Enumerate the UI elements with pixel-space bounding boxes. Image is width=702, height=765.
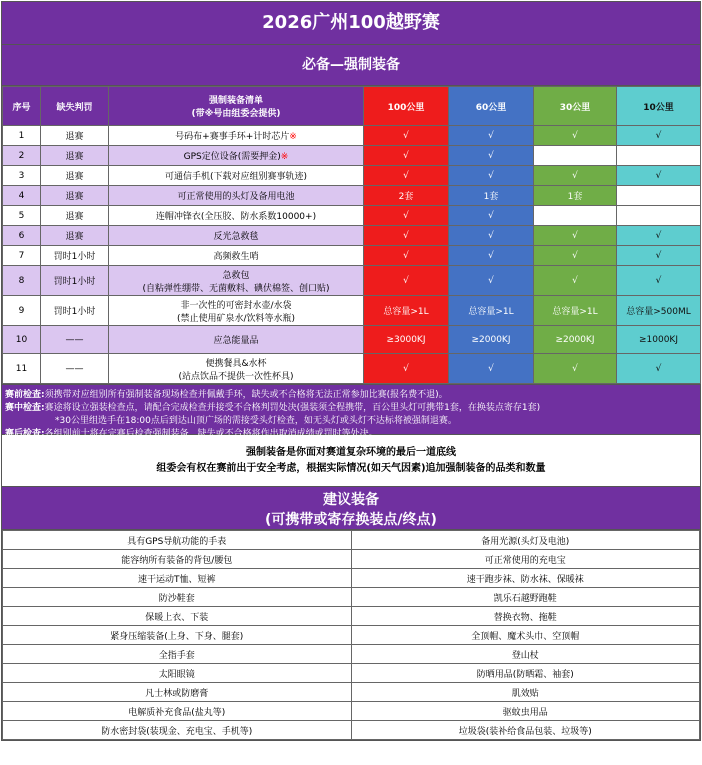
table-row — [3, 326, 701, 354]
table-row — [3, 206, 701, 226]
item-name-text: 便携餐具&水杯 — [205, 358, 267, 369]
warning-line-2: 组委会有权在赛前出于安全考虑，根据实际情况(如天气因素)追加强制装备的品类和数量 — [156, 463, 546, 474]
row-number: 10 — [3, 326, 41, 354]
list-item — [3, 588, 700, 607]
cell-60km: √ — [449, 126, 534, 146]
list-item — [3, 645, 700, 664]
table-body — [3, 126, 701, 384]
table-header-row — [3, 87, 701, 126]
row-penalty: 退赛 — [41, 226, 109, 246]
suggested-item-right: 肌效贴 — [351, 683, 700, 702]
cell-10km: √ — [617, 166, 701, 186]
cell-10km: √ — [617, 266, 701, 296]
cell-60km: 总容量>1L — [449, 296, 534, 326]
section-title-mandatory: 必备—强制装备 — [2, 45, 700, 86]
note-pre-race — [5, 389, 697, 402]
cell-100km: ≥3000KJ — [364, 326, 449, 354]
item-name-text: 可通信手机(下载对应组别赛事轨迹) — [164, 172, 308, 182]
table-row — [3, 266, 701, 296]
cell-10km: √ — [617, 226, 701, 246]
suggested-item-left: 凡士林或防磨膏 — [3, 683, 352, 702]
note-mid-extra: *30公里组选手在18:00点后到达山顶广场的需接受头灯检查，如无头灯或头灯不达标将被强制退赛。 — [55, 416, 457, 426]
suggested-equipment-table — [2, 530, 700, 740]
row-number: 4 — [3, 186, 41, 206]
cell-100km: √ — [364, 206, 449, 226]
cell-30km: 总容量>1L — [534, 296, 617, 326]
inspection-notes — [2, 384, 700, 439]
cell-10km — [617, 186, 701, 206]
cell-60km: √ — [449, 354, 534, 384]
row-item — [109, 166, 364, 186]
header-list-note: (带※号由组委会提供) — [191, 109, 281, 119]
item-detail: (自粘弹性绷带、无菌敷料、碘伏棉签、创口贴) — [142, 283, 330, 294]
row-penalty: —— — [41, 354, 109, 384]
mandatory-equipment-table — [2, 86, 701, 384]
row-number: 5 — [3, 206, 41, 226]
item-name — [111, 189, 361, 202]
item-name — [111, 149, 361, 162]
header-list — [109, 87, 364, 126]
provided-by-organizer-mark: ※ — [289, 132, 297, 142]
row-number: 6 — [3, 226, 41, 246]
row-item — [109, 246, 364, 266]
row-item — [109, 326, 364, 354]
cell-100km: √ — [364, 166, 449, 186]
table-row — [3, 226, 701, 246]
note-post-text: 各组别前十将在完赛后检查强制装备，缺失或不合格将作出取消成绩或罚时等处决。 — [44, 429, 378, 439]
suggested-item-right: 全顶帽、魔术头巾、空顶帽 — [351, 626, 700, 645]
row-number: 3 — [3, 166, 41, 186]
suggested-item-left: 防水密封袋(装现金、充电宝、手机等) — [3, 721, 352, 740]
warning-line-1: 强制装备是你面对赛道复杂环境的最后一道底线 — [246, 447, 456, 458]
row-penalty: 罚时1小时 — [41, 296, 109, 326]
list-item — [3, 683, 700, 702]
cell-100km: 2套 — [364, 186, 449, 206]
cell-10km: √ — [617, 126, 701, 146]
row-item — [109, 146, 364, 166]
suggested-item-left: 紧身压缩装备(上身、下身、腿套) — [3, 626, 352, 645]
cell-10km: √ — [617, 246, 701, 266]
cell-30km: 1套 — [534, 186, 617, 206]
cell-60km: √ — [449, 266, 534, 296]
suggested-item-left: 电解质补充食品(盐丸等) — [3, 702, 352, 721]
list-item — [3, 664, 700, 683]
cell-60km: √ — [449, 226, 534, 246]
suggested-subtitle: (可携带或寄存换装点/终点) — [265, 512, 437, 528]
header-30km: 30公里 — [534, 87, 617, 126]
header-list-title: 强制装备清单 — [208, 96, 263, 106]
table-row — [3, 166, 701, 186]
suggested-item-right: 备用光源(头灯及电池) — [351, 531, 700, 550]
cell-60km: √ — [449, 166, 534, 186]
list-item — [3, 702, 700, 721]
page — [1, 1, 701, 741]
row-penalty: 罚时1小时 — [41, 266, 109, 296]
list-item — [3, 626, 700, 645]
row-number: 11 — [3, 354, 41, 384]
suggested-item-right: 登山杖 — [351, 645, 700, 664]
suggested-item-left: 保暖上衣、下装 — [3, 607, 352, 626]
item-name-text: 应急能量品 — [213, 336, 259, 346]
suggested-item-left: 能容纳所有装备的背包/腰包 — [3, 550, 352, 569]
safety-warning — [2, 435, 700, 487]
list-item — [3, 569, 700, 588]
cell-100km: √ — [364, 354, 449, 384]
item-name — [111, 298, 361, 311]
item-name — [111, 169, 361, 182]
row-penalty: 退赛 — [41, 146, 109, 166]
row-penalty: 退赛 — [41, 206, 109, 226]
cell-60km: √ — [449, 146, 534, 166]
row-number: 7 — [3, 246, 41, 266]
suggested-item-left: 太阳眼镜 — [3, 664, 352, 683]
note-pre-text: 须携带对应组别所有强制装备现场检查并佩戴手环，缺失或不合格将无法正常参加比赛(报名费不退)。 — [44, 390, 448, 400]
cell-30km — [534, 146, 617, 166]
note-mid-race — [5, 402, 697, 415]
table-row — [3, 296, 701, 326]
item-name-text: 号码布+赛事手环+计时芯片 — [175, 132, 290, 142]
cell-60km: 1套 — [449, 186, 534, 206]
note-pre-label: 赛前检查: — [5, 390, 45, 400]
row-penalty: 罚时1小时 — [41, 246, 109, 266]
section-title-suggested — [2, 487, 700, 530]
cell-30km — [534, 206, 617, 226]
row-penalty: 退赛 — [41, 186, 109, 206]
cell-30km: √ — [534, 246, 617, 266]
item-name-text: 可正常使用的头灯及备用电池 — [177, 192, 295, 202]
cell-30km: ≥2000KJ — [534, 326, 617, 354]
cell-100km: √ — [364, 226, 449, 246]
item-detail: (站点饮品不提供一次性杯具) — [178, 371, 294, 382]
row-item — [109, 266, 364, 296]
suggested-item-right: 防晒用品(防晒霜、袖套) — [351, 664, 700, 683]
row-item — [109, 206, 364, 226]
suggested-title: 建议装备 — [323, 492, 379, 508]
item-name — [111, 129, 361, 142]
note-mid-label: 赛中检查: — [5, 403, 45, 413]
cell-30km: √ — [534, 226, 617, 246]
header-no: 序号 — [3, 87, 41, 126]
list-item — [3, 531, 700, 550]
cell-30km: √ — [534, 166, 617, 186]
table-row — [3, 186, 701, 206]
item-name — [111, 268, 361, 281]
row-item — [109, 226, 364, 246]
table-row — [3, 354, 701, 384]
item-detail: (禁止使用矿泉水/饮料等水瓶) — [176, 313, 296, 324]
cell-10km: 总容量>500ML — [617, 296, 701, 326]
list-item — [3, 550, 700, 569]
item-name — [111, 249, 361, 262]
item-name — [111, 229, 361, 242]
suggested-item-left: 速干运动T恤、短裤 — [3, 569, 352, 588]
item-name — [111, 209, 361, 222]
header-penalty: 缺失判罚 — [41, 87, 109, 126]
cell-10km: ≥1000KJ — [617, 326, 701, 354]
row-penalty: 退赛 — [41, 166, 109, 186]
table-row — [3, 146, 701, 166]
cell-30km: √ — [534, 354, 617, 384]
note-post-label: 赛后检查: — [5, 429, 45, 439]
row-item — [109, 354, 364, 384]
suggested-item-left: 具有GPS导航功能的手表 — [3, 531, 352, 550]
cell-100km: 总容量>1L — [364, 296, 449, 326]
item-name-text: 连帽冲锋衣(全压胶、防水系数10000+) — [155, 212, 317, 222]
suggested-item-left: 全指手套 — [3, 645, 352, 664]
note-mid-text: 赛途将设立强装检查点，请配合完成检查并接受不合格判罚处决(强装须全程携带，百公里头灯可携带1套，在换装点寄存1套) — [44, 403, 541, 413]
header-60km: 60公里 — [449, 87, 534, 126]
cell-60km: ≥2000KJ — [449, 326, 534, 354]
cell-30km: √ — [534, 126, 617, 146]
cell-100km: √ — [364, 146, 449, 166]
list-item — [3, 607, 700, 626]
row-penalty: —— — [41, 326, 109, 354]
cell-10km — [617, 206, 701, 226]
header-100km: 100公里 — [364, 87, 449, 126]
table-row — [3, 246, 701, 266]
item-name-text: 反光急救毯 — [213, 232, 259, 242]
row-item — [109, 126, 364, 146]
page-title: 2026广州100越野赛 — [2, 2, 700, 45]
cell-60km: √ — [449, 206, 534, 226]
suggested-item-right: 驱蚊虫用品 — [351, 702, 700, 721]
item-name-text: 急救包 — [222, 270, 250, 281]
suggested-table-body — [3, 531, 700, 740]
suggested-item-right: 凯乐石越野跑鞋 — [351, 588, 700, 607]
row-number: 8 — [3, 266, 41, 296]
cell-10km — [617, 146, 701, 166]
suggested-item-right: 替换衣物、拖鞋 — [351, 607, 700, 626]
list-item — [3, 721, 700, 740]
cell-10km: √ — [617, 354, 701, 384]
item-name — [111, 333, 361, 346]
item-name-text: 高频救生哨 — [213, 252, 259, 262]
item-name-text: 非一次性的可密封水壶/水袋 — [180, 300, 292, 311]
cell-100km: √ — [364, 246, 449, 266]
header-10km: 10公里 — [617, 87, 701, 126]
row-number: 2 — [3, 146, 41, 166]
row-penalty: 退赛 — [41, 126, 109, 146]
provided-by-organizer-mark: ※ — [280, 152, 289, 162]
suggested-item-right: 垃圾袋(装补给食品包装、垃圾等) — [351, 721, 700, 740]
cell-30km: √ — [534, 266, 617, 296]
row-number: 1 — [3, 126, 41, 146]
suggested-item-right: 可正常使用的充电宝 — [351, 550, 700, 569]
row-item — [109, 186, 364, 206]
row-item — [109, 296, 364, 326]
item-name — [111, 356, 361, 369]
table-row — [3, 126, 701, 146]
cell-60km: √ — [449, 246, 534, 266]
suggested-item-left: 防沙鞋套 — [3, 588, 352, 607]
row-number: 9 — [3, 296, 41, 326]
item-name-text: GPS定位设备(需要押金) — [183, 152, 281, 162]
cell-100km: √ — [364, 266, 449, 296]
cell-100km: √ — [364, 126, 449, 146]
suggested-item-right: 速干跑步袜、防水袜、保暖袜 — [351, 569, 700, 588]
